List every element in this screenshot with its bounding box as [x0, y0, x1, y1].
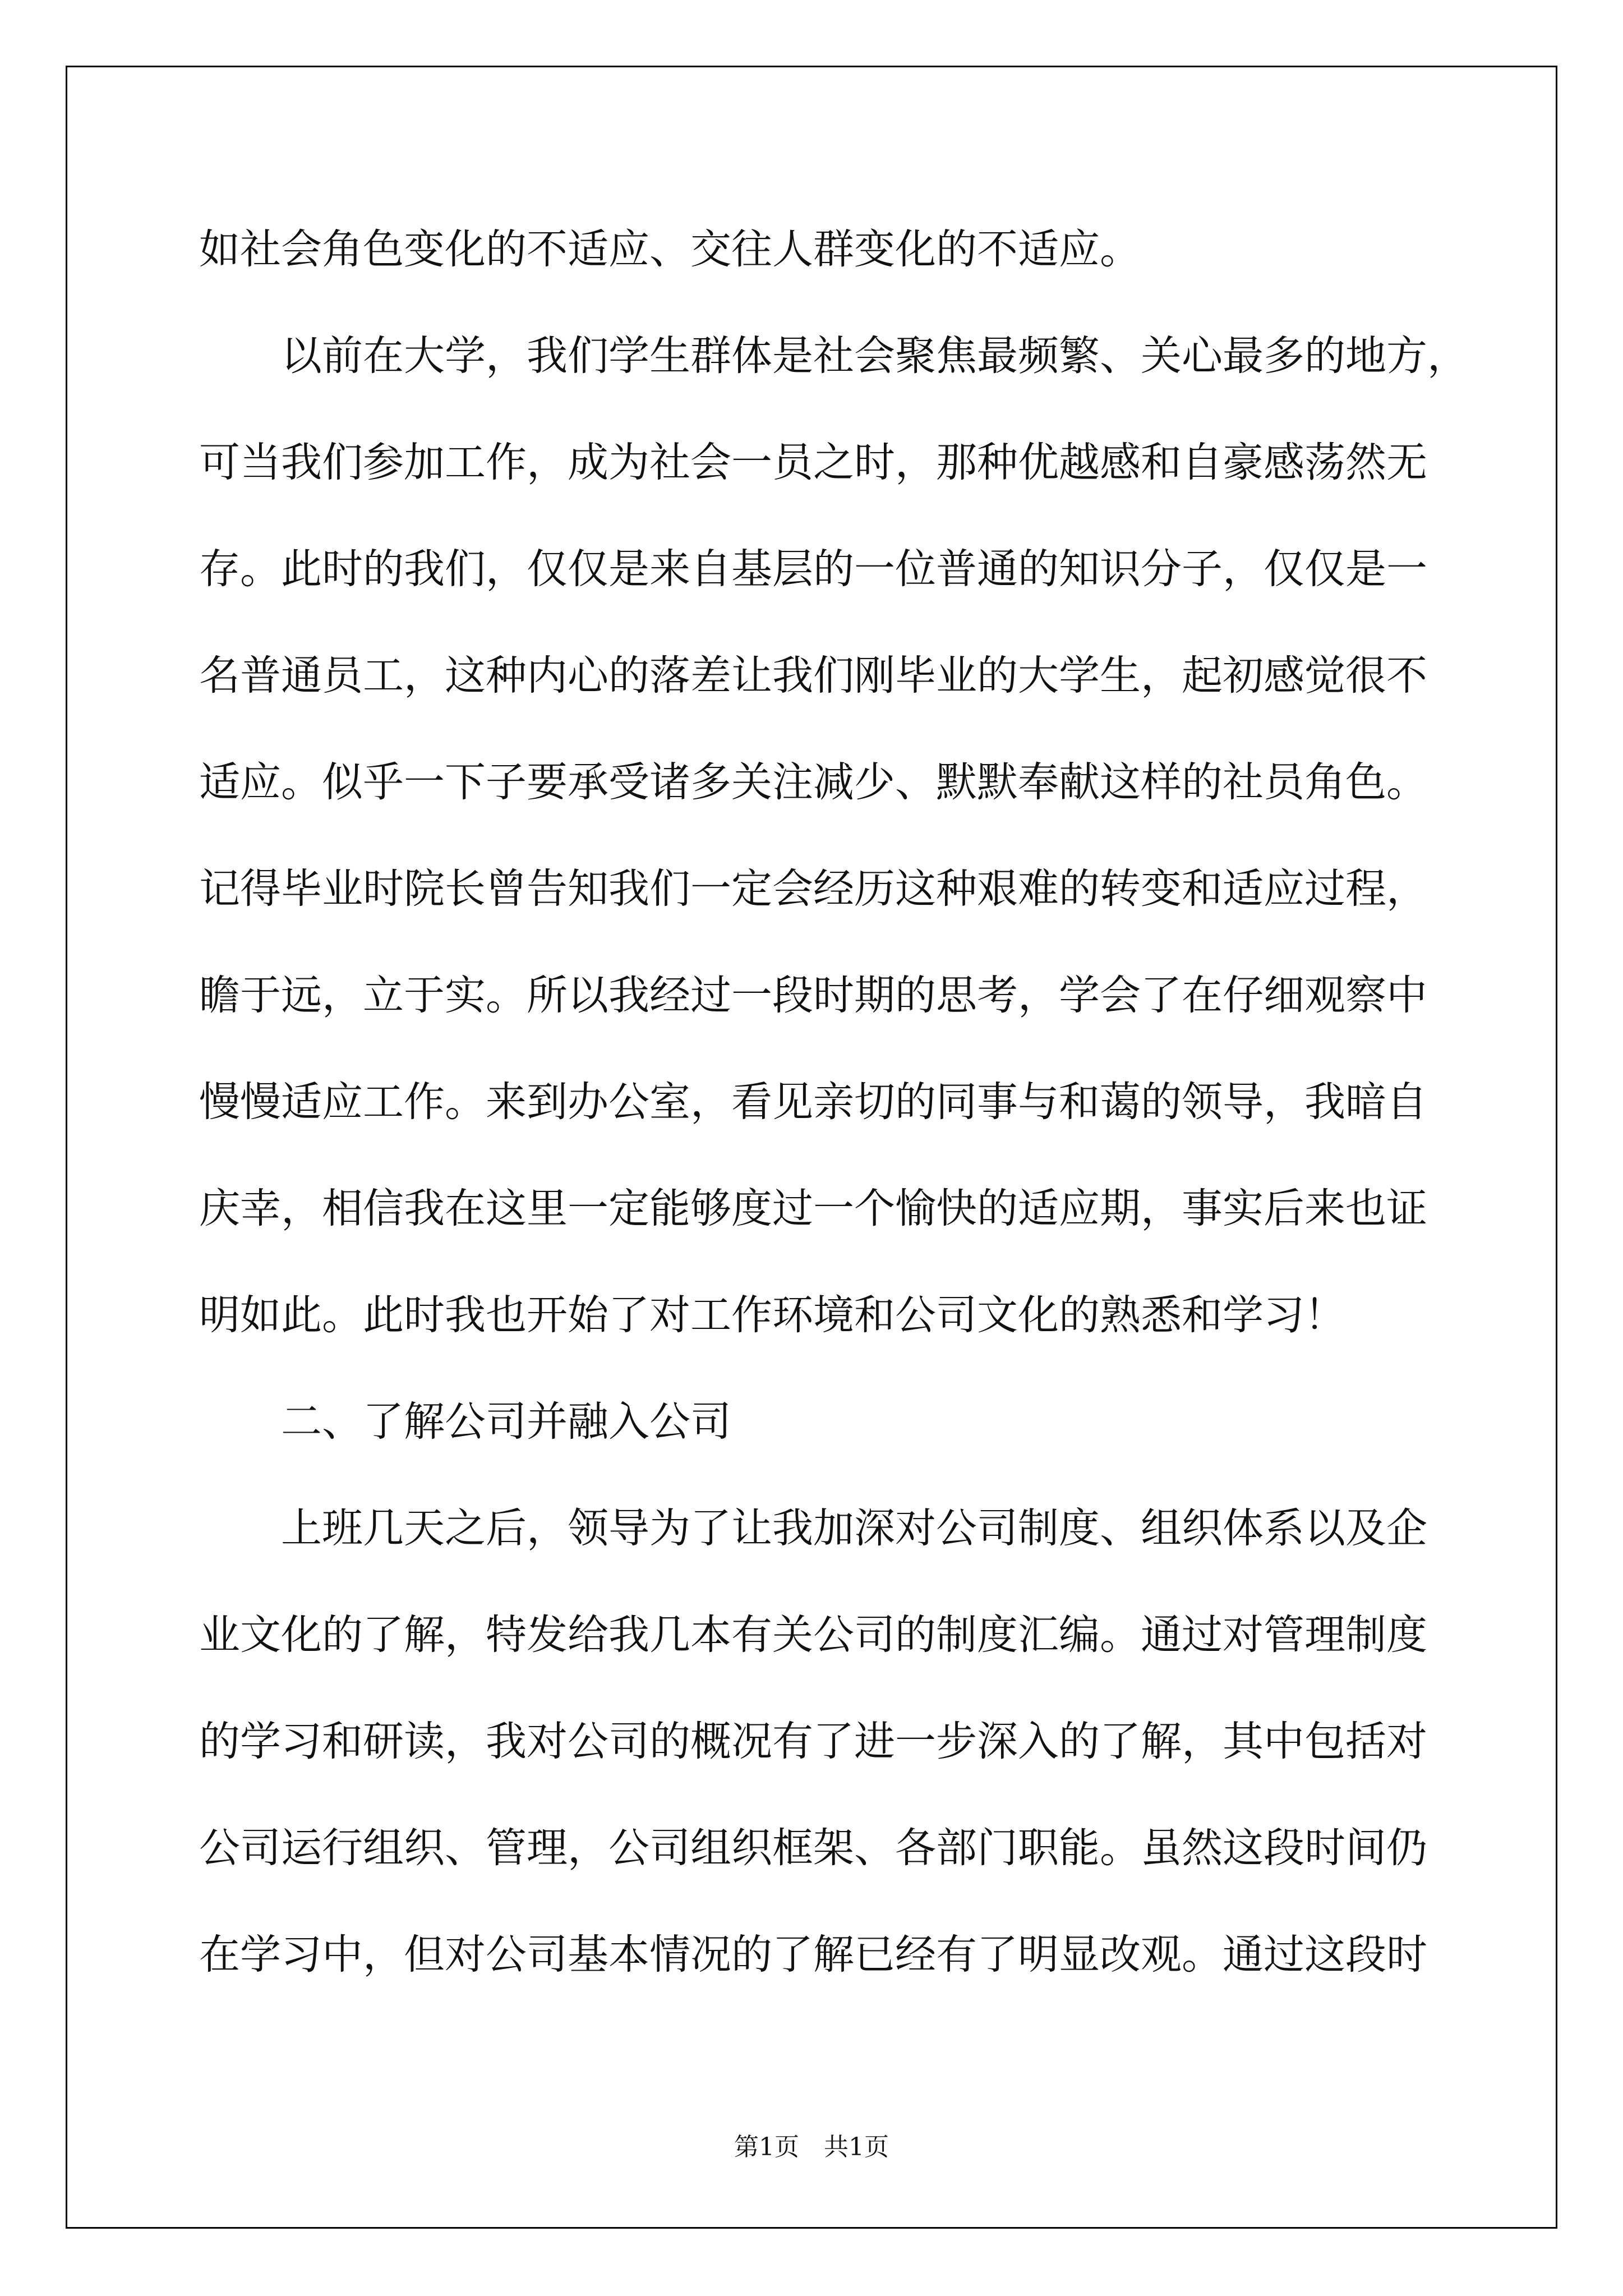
text-line: 在学习中，但对公司基本情况的了解已经有了明显改观。通过这段时 [199, 1931, 1427, 1978]
document-body [199, 196, 1468, 2008]
text-line: 记得毕业时院长曾告知我们一定会经历这种艰难的转变和适应过程， [199, 865, 1427, 913]
text-line: 慢慢适应工作。来到办公室，看见亲切的同事与和蔼的领导，我暗自 [199, 1078, 1427, 1126]
text-line: 瞻于远，立于实。所以我经过一段时期的思考，学会了在仔细观察中 [199, 972, 1427, 1019]
text-line: 如社会角色变化的不适应、交往人群变化的不适应。 [199, 226, 1141, 273]
text-line: 名普通员工，这种内心的落差让我们刚毕业的大学生，起初感觉很不 [199, 652, 1427, 700]
page-number-footer: 第1页 共1页 [734, 2133, 889, 2161]
text-line: 适应。似乎一下子要承受诸多关注减少、默默奉献这样的社员角色。 [199, 758, 1427, 806]
section-heading: 二、了解公司并融入公司 [281, 1398, 731, 1446]
text-line: 公司运行组织、管理，公司组织框架、各部门职能。虽然这段时间仍 [199, 1824, 1427, 1872]
text-line: 以前在大学，我们学生群体是社会聚焦最频繁、关心最多的地方， [281, 332, 1468, 380]
text-line: 的学习和研读，我对公司的概况有了进一步深入的了解，其中包括对 [199, 1718, 1427, 1765]
text-line: 可当我们参加工作，成为社会一员之时，那种优越感和自豪感荡然无 [199, 439, 1427, 486]
text-line: 存。此时的我们，仅仅是来自基层的一位普通的知识分子，仅仅是一 [199, 545, 1427, 593]
text-line: 明如此。此时我也开始了对工作环境和公司文化的熟悉和学习！ [199, 1291, 1345, 1339]
text-line: 上班几天之后，领导为了让我加深对公司制度、组织体系以及企 [281, 1504, 1427, 1552]
text-line: 业文化的了解，特发给我几本有关公司的制度汇编。通过对管理制度 [199, 1611, 1427, 1659]
text-line: 庆幸，相信我在这里一定能够度过一个愉快的适应期，事实后来也证 [199, 1185, 1427, 1232]
